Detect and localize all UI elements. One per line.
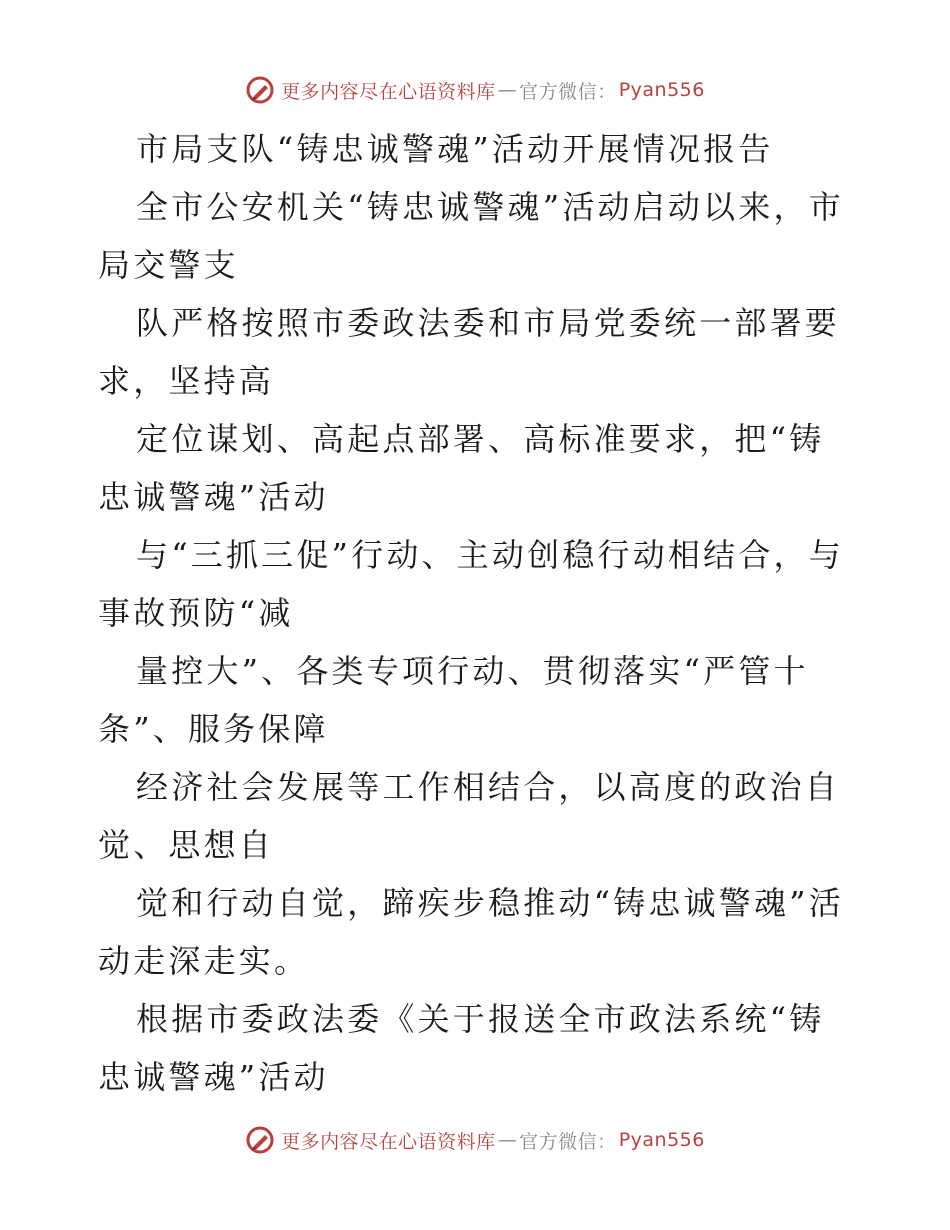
document-body: [98, 120, 858, 1106]
pen-logo-icon: [245, 75, 275, 105]
banner-wechat-id: Pyan556: [618, 79, 705, 101]
paragraph-line: 量控大”、各类专项行动、贯彻落实“严管十条”、服务保障: [98, 652, 809, 748]
footer-watermark-banner: [0, 1120, 950, 1160]
header-watermark-banner: [0, 70, 950, 110]
paragraph-line: 经济社会发展等工作相结合，以高度的政治自觉、思想自: [98, 768, 841, 864]
paragraph-line: 队严格按照市委政法委和市局党委统一部署要求，坚持高: [98, 304, 841, 400]
paragraph-line: 根据市委政法委《关于报送全市政法系统“铸忠诚警魂”活动: [98, 1000, 825, 1096]
paragraph-line: 全市公安机关“铸忠诚警魂”活动启动以来，市局交警支: [98, 188, 844, 284]
banner-separator: —: [497, 79, 518, 101]
banner-separator: —: [497, 1129, 518, 1151]
banner-main-text: 更多内容尽在心语资料库: [281, 80, 496, 103]
paragraph-line: 与“三抓三促”行动、主动创稳行动相结合，与事故预防“减: [98, 536, 844, 632]
document-title: 市局支队“铸忠诚警魂”活动开展情况报告: [136, 130, 774, 168]
pen-logo-icon: [245, 1125, 275, 1155]
paragraph-line: 觉和行动自觉，蹄疾步稳推动“铸忠诚警魂”活动走深走实。: [98, 884, 844, 980]
paragraph-line: 定位谋划、高起点部署、高标准要求，把“铸忠诚警魂”活动: [98, 420, 825, 516]
banner-wechat-id: Pyan556: [618, 1129, 705, 1151]
banner-wechat-label: 官方微信：: [519, 80, 617, 103]
banner-wechat-label: 官方微信：: [519, 1130, 617, 1153]
banner-main-text: 更多内容尽在心语资料库: [281, 1130, 496, 1153]
